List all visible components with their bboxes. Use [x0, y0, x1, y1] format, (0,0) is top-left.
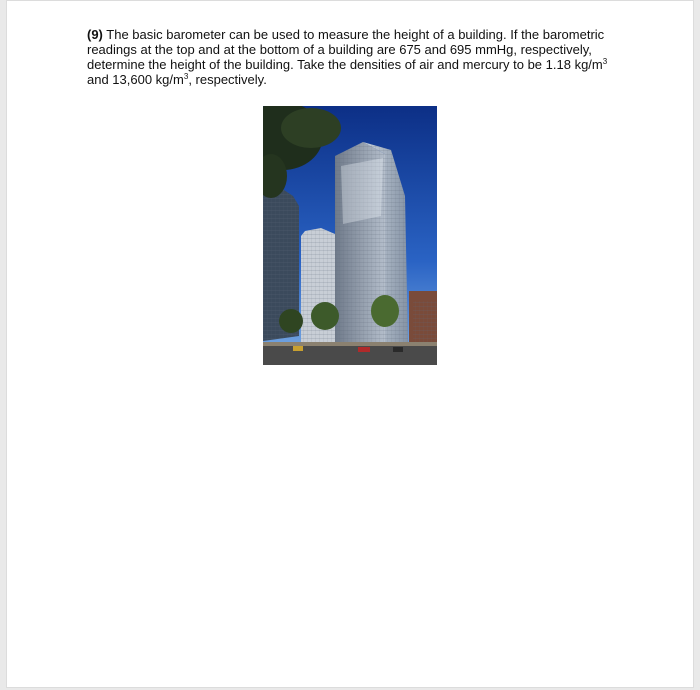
building-photo	[263, 106, 437, 365]
problem-text-2: and 13,600 kg/m	[87, 72, 184, 87]
problem-statement	[87, 27, 627, 87]
superscript-3: 3	[183, 72, 189, 81]
superscript-3: 3	[602, 57, 608, 66]
document-page	[6, 0, 694, 688]
problem-number: (9)	[87, 27, 103, 42]
problem-text-3: , respectively.	[188, 72, 267, 87]
problem-text-1: The basic barometer can be used to measure the height of a building. If the barometric readings at the top and at the bottom of a building are 675 and 695 mmHg, respectively, determine the height of the building. Take the densities of air and mercury to be 1.18 kg/m	[87, 27, 605, 72]
